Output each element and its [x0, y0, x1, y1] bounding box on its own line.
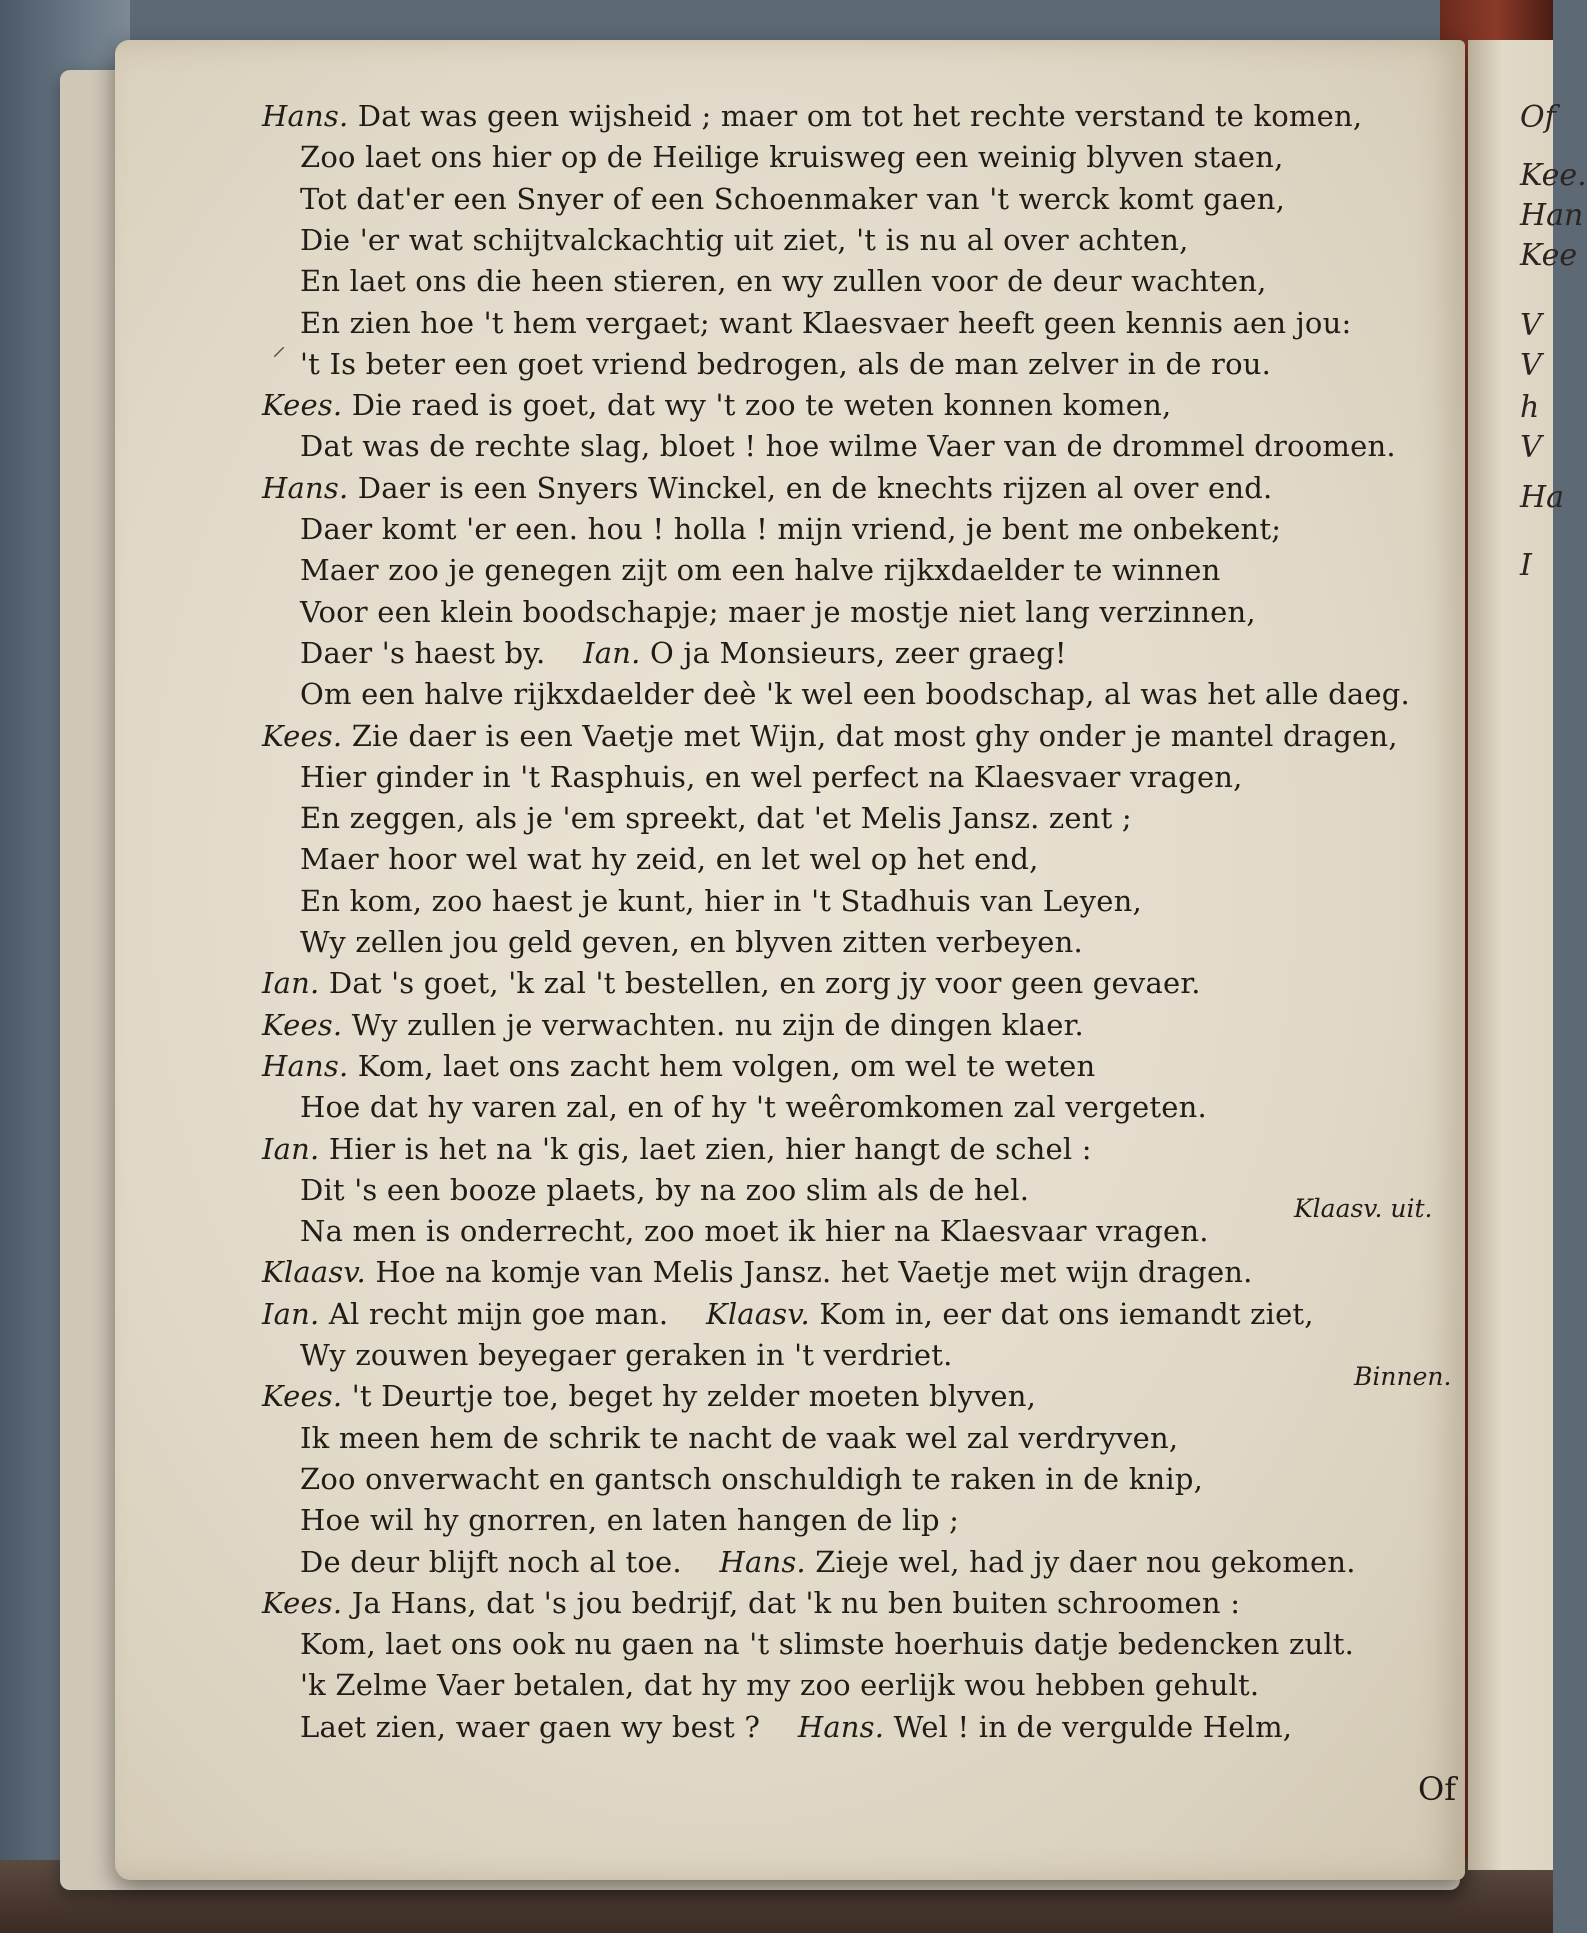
verse-line [300, 139, 1284, 175]
verse-line [300, 305, 1351, 341]
verse-line [300, 800, 1132, 836]
facing-page-fragment: Ha [1520, 480, 1565, 515]
verse-line [300, 222, 1189, 258]
line-text: O ja Monsieurs, zeer graeg! [650, 635, 1067, 670]
verse-line [300, 1213, 1209, 1249]
verse-line [300, 263, 1267, 299]
speaker-name: Ian. [583, 635, 641, 670]
speaker-name: Kees. [262, 388, 343, 423]
verse-line [262, 1254, 1253, 1290]
line-text: Voor een klein boodschapje; maer je mostje niet lang verzinnen, [300, 594, 1256, 629]
verse-line [300, 1089, 1207, 1125]
speaker-name: Kees. [262, 718, 343, 753]
verse-line [262, 1585, 1240, 1621]
verse-line [300, 1502, 959, 1538]
verse-line [300, 428, 1396, 464]
line-text: Hier is het na 'k gis, laet zien, hier hangt de schel : [328, 1131, 1092, 1166]
line-text: Tot dat'er een Snyer of een Schoenmaker van 't werck komt gaen, [300, 181, 1286, 216]
verse-line [300, 924, 1083, 960]
verse-line [262, 387, 1171, 423]
line-text: Dat was de rechte slag, bloet ! hoe wilme Vaer van de drommel droomen. [300, 429, 1396, 464]
verse-line [300, 841, 1039, 877]
line-text: Dat was geen wijsheid ; maer om tot het rechte verstand te komen, [357, 99, 1363, 133]
spacer [668, 1297, 706, 1331]
catchword: Of [1418, 1770, 1457, 1808]
verse-line [300, 1709, 1292, 1745]
verse-line [300, 511, 1281, 547]
line-text: Om een halve rijkxdaelder deè 'k wel een boodschap, al was het alle daeg. [300, 677, 1410, 712]
speaker-name: Ian. [262, 1296, 320, 1331]
facing-page-fragment: V [1520, 430, 1542, 465]
speaker-name: Klaasv. [705, 1296, 810, 1331]
line-text: Wy zellen jou geld geven, en blyven zitten verbeyen. [300, 925, 1083, 959]
line-text: Wel ! in de vergulde Helm, [893, 1709, 1293, 1744]
speaker-name: Hans. [262, 470, 349, 505]
line-text: Hoe na komje van Melis Jansz. het Vaetje met wijn dragen. [375, 1255, 1253, 1290]
line-text: Hoe wil hy gnorren, en laten hangen de lip ; [300, 1503, 960, 1538]
line-text: Na men is onderrecht, zoo moet ik hier na Klaesvaar vragen. [300, 1214, 1209, 1249]
line-text: Wy zullen je verwachten. nu zijn de dingen klaer. [351, 1007, 1084, 1042]
facing-page-fragment: V [1520, 308, 1542, 343]
speaker-name: Hans. [262, 99, 349, 133]
verse-line [300, 676, 1410, 712]
line-text: Wy zouwen beyegaer geraken in 't verdriet. [300, 1338, 953, 1372]
speaker-name: Kees. [262, 1379, 343, 1414]
line-text: Maer zoo je genegen zijt om een halve rijkxdaelder te winnen [300, 553, 1221, 588]
stage-direction-klaasv-uit: Klaasv. uit. [1294, 1194, 1433, 1223]
verse-line [300, 1667, 1259, 1703]
line-text: Laet zien, waer gaen wy best ? [300, 1709, 761, 1744]
verse-line [300, 1544, 1356, 1580]
speaker-name: Ian. [262, 966, 320, 1001]
spacer [682, 1545, 720, 1579]
line-text: En zien hoe 't hem vergaet; want Klaesvaer heeft geen kennis aen jou: [300, 305, 1352, 340]
line-text: Kom, laet ons zacht hem volgen, om wel te weten [357, 1048, 1096, 1083]
line-text: Zoo laet ons hier op de Heilige kruisweg een weinig blyven staen, [300, 140, 1284, 175]
line-text: 'k Zelme Vaer betalen, dat hy my zoo eerlijk wou hebben gehult. [300, 1668, 1260, 1703]
line-text: 't Is beter een goet vriend bedrogen, als de man zelver in de rou. [300, 346, 1272, 381]
verse-line [262, 1296, 1314, 1332]
verse-line [262, 1007, 1084, 1043]
stage-direction-binnen: Binnen. [1354, 1362, 1452, 1391]
line-text: Daer is een Snyers Winckel, en de knechts rijzen al over end. [357, 470, 1273, 505]
facing-page-fragment: h [1520, 390, 1540, 425]
verse-line [300, 552, 1221, 588]
line-text: Hoe dat hy varen zal, en of hy 't weêromkomen zal vergeten. [300, 1090, 1207, 1125]
line-text: En zeggen, als je 'em spreekt, dat 'et Melis Jansz. zent ; [300, 801, 1132, 836]
line-text: Dit 's een booze plaets, by na zoo slim als de hel. [300, 1172, 1030, 1207]
line-text: 't Deurtje toe, beget hy zelder moeten blyven, [351, 1379, 1037, 1414]
speaker-name: Kees. [262, 1585, 343, 1620]
verse-line [262, 98, 1362, 134]
verse-line [300, 1337, 953, 1373]
speaker-name: Hans. [797, 1709, 885, 1744]
verse-line [262, 718, 1398, 754]
line-text: Kom in, eer dat ons iemandt ziet, [819, 1296, 1314, 1331]
line-text: Kom, laet ons ook nu gaen na 't slimste hoerhuis datje bedencken zult. [300, 1627, 1355, 1662]
line-text: Daer komt 'er een. hou ! holla ! mijn vriend, je bent me onbekent; [300, 512, 1282, 546]
line-text: Dat 's goet, 'k zal 't bestellen, en zorg jy voor geen gevaer. [328, 966, 1201, 1001]
verse-line [262, 1131, 1092, 1167]
verse-line [300, 346, 1271, 382]
line-text: Zoo onverwacht en gantsch onschuldigh te raken in de knip, [300, 1461, 1204, 1496]
facing-page-fragment: Kee [1520, 238, 1578, 273]
pencil-mark: ⸝ [272, 329, 287, 362]
speaker-name: Hans. [262, 1048, 349, 1083]
verse-line [262, 470, 1272, 506]
speaker-name: Klaasv. [262, 1255, 366, 1290]
verse-line [300, 1420, 1178, 1456]
line-text: Zieje wel, had jy daer nou gekomen. [815, 1544, 1356, 1579]
speaker-name: Hans. [719, 1544, 806, 1579]
verse-line [300, 1172, 1029, 1208]
line-text: Al recht mijn goe man. [328, 1296, 669, 1331]
verse-line [300, 635, 1067, 671]
facing-page-fragment: Kee. [1520, 158, 1587, 193]
line-text: Ik meen hem de schrik te nacht de vaak wel zal verdryven, [300, 1420, 1179, 1455]
verse-line [262, 965, 1201, 1001]
verse-line [300, 594, 1256, 630]
verse-line [262, 1048, 1095, 1084]
verse-line [300, 1461, 1203, 1497]
speaker-name: Ian. [262, 1131, 320, 1166]
line-text: En laet ons die heen stieren, en wy zullen voor de deur wachten, [300, 264, 1267, 299]
spacer [760, 1710, 798, 1744]
verse-line [300, 883, 1142, 919]
line-text: En kom, zoo haest je kunt, hier in 't Stadhuis van Leyen, [300, 883, 1142, 918]
line-text: De deur blijft noch al toe. [300, 1544, 682, 1579]
facing-page-fragment: V [1520, 348, 1542, 383]
verse-line [300, 181, 1285, 217]
line-text: Zie daer is een Vaetje met Wijn, dat most ghy onder je mantel dragen, [351, 718, 1398, 753]
facing-page-fragment: Of [1520, 100, 1556, 135]
line-text: Maer hoor wel wat hy zeid, en let wel op het end, [300, 842, 1039, 877]
verse-line [262, 1378, 1036, 1414]
line-text: Die 'er wat schijtvalckachtig uit ziet, 't is nu al over achten, [300, 222, 1189, 257]
line-text: Die raed is goet, dat wy 't zoo te weten konnen komen, [351, 388, 1172, 423]
line-text: Daer 's haest by. [300, 635, 546, 670]
facing-page-fragment: Han [1520, 198, 1584, 233]
facing-page-fragment: I [1520, 548, 1532, 583]
verse-line [300, 1626, 1354, 1662]
speaker-name: Kees. [262, 1007, 343, 1042]
verse-line [300, 759, 1243, 795]
spacer [545, 636, 583, 670]
line-text: Ja Hans, dat 's jou bedrijf, dat 'k nu ben buiten schroomen : [351, 1585, 1241, 1620]
line-text: Hier ginder in 't Rasphuis, en wel perfect na Klaesvaer vragen, [300, 759, 1243, 794]
